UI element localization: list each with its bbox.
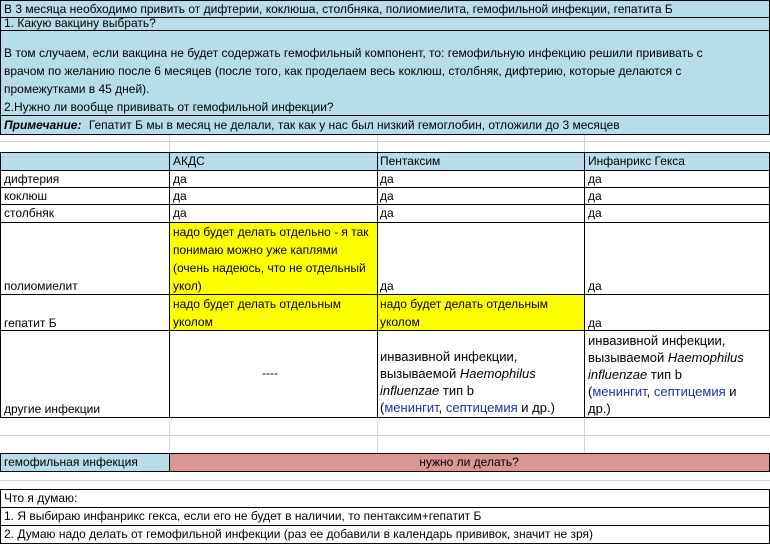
table-cell[interactable]: да [380, 172, 394, 186]
infanrix-text-line: influenzae тип b [588, 367, 682, 382]
notes-line-1[interactable]: В 3 месяца необходимо привить от дифтерии, коклюша, столбняка, полиомиелита, гемофильной инфекции, гепатита Б [4, 2, 673, 16]
infanrix-text-line: инвазивной инфекции, [588, 333, 726, 348]
table-cell[interactable]: да [588, 279, 602, 293]
pentaxim-text-line: вызываемой Haemophilus [380, 366, 536, 381]
col-header-infanrix[interactable]: Инфанрикс Гекса [588, 154, 685, 168]
notes-para-line[interactable]: 2.Нужно ли вообще прививать от гемофильной инфекции? [4, 100, 334, 114]
other-akds-cell[interactable]: ---- [262, 366, 278, 380]
infanrix-text-line: (менингит, септицемия и [588, 384, 737, 399]
row-label[interactable]: столбняк [4, 206, 55, 220]
hepb-akds-line: уколом [173, 315, 213, 329]
other-infanrix-cell[interactable] [588, 332, 768, 417]
table-cell[interactable]: да [173, 189, 187, 203]
other-pentaxim-cell[interactable] [380, 348, 580, 416]
col-header-akds[interactable]: АКДС [173, 154, 205, 168]
pentaxim-text-line: (менингит, септицемия и др.) [380, 400, 555, 415]
remark[interactable] [4, 118, 620, 133]
infanrix-text-line: др.) [588, 401, 611, 416]
polio-akds-line: понимаю можно уже каплями [173, 243, 338, 257]
notes-line-2[interactable]: 1. Какую вакцину выбрать? [4, 16, 156, 30]
pentaxim-text-line: инвазивной инфекции, [380, 349, 518, 364]
row-label-polio[interactable]: полиомиелит [4, 279, 78, 293]
row-label[interactable]: дифтерия [4, 172, 60, 186]
remark-text: Гепатит Б мы в месяц не делали, так как у нас был низкий гемоглобин, отложили до 3 месяцев [88, 118, 620, 132]
notes-para-line[interactable]: В том случаем, если вакцина не будет содержать гемофильный компонент, то: гемофильную инфекцию решили прививать с [4, 46, 703, 60]
table-cell[interactable]: да [588, 189, 602, 203]
meningitis-link[interactable]: менингит [384, 400, 439, 415]
thoughts-title[interactable]: Что я думаю: [4, 491, 78, 505]
row-label[interactable]: коклюш [4, 189, 48, 203]
septicemia-link[interactable]: септицемия [445, 400, 518, 415]
septicemia-link[interactable]: септицемия [653, 384, 726, 399]
table-cell[interactable]: да [380, 279, 394, 293]
table-cell[interactable]: да [173, 206, 187, 220]
row-label-other[interactable]: другие инфекции [4, 402, 101, 416]
notes-para-line[interactable]: врачом по желанию после 6 месяцев (после того, как проделаем весь коклюш, столбняк, дифтерию, которые делаются с [4, 64, 682, 78]
notes-para-line[interactable]: промежутками в 45 дней). [4, 82, 150, 96]
hepb-akds-line: надо будет делать отдельным [173, 297, 341, 311]
table-cell[interactable]: да [173, 172, 187, 186]
row-label-hepb[interactable]: гепатит Б [4, 316, 57, 330]
table-cell[interactable]: да [588, 316, 602, 330]
remark-label: Примечание: [4, 118, 82, 132]
thoughts-item[interactable]: 1. Я выбираю инфанрикс гекса, если его не будет в наличии, то пентаксим+гепатит Б [4, 509, 482, 523]
thoughts-item[interactable]: 2. Думаю надо делать от гемофильной инфекции (раз ее добавили в календарь прививок, значит не зря) [4, 527, 594, 541]
table-cell[interactable]: да [380, 206, 394, 220]
table-cell[interactable]: да [588, 172, 602, 186]
hib-question: нужно ли делать? [419, 455, 519, 469]
col-header-pentaxim[interactable]: Пентаксим [380, 154, 441, 168]
hib-label: гемофильная инфекция [4, 455, 138, 469]
polio-akds-line: укол) [173, 279, 202, 293]
table-cell[interactable]: да [588, 206, 602, 220]
table-cell[interactable]: да [380, 189, 394, 203]
pentaxim-text-line: influenzae тип b [380, 383, 474, 398]
hepb-pentaxim-line: надо будет делать отдельным [380, 297, 548, 311]
polio-akds-line: надо будет делать отдельно - я так [173, 225, 369, 239]
infanrix-text-line: вызываемой Haemophilus [588, 350, 744, 365]
hepb-pentaxim-line: уколом [380, 315, 420, 329]
meningitis-link[interactable]: менингит [592, 384, 647, 399]
polio-akds-line: (очень надеюсь, что не отдельный [173, 261, 366, 275]
